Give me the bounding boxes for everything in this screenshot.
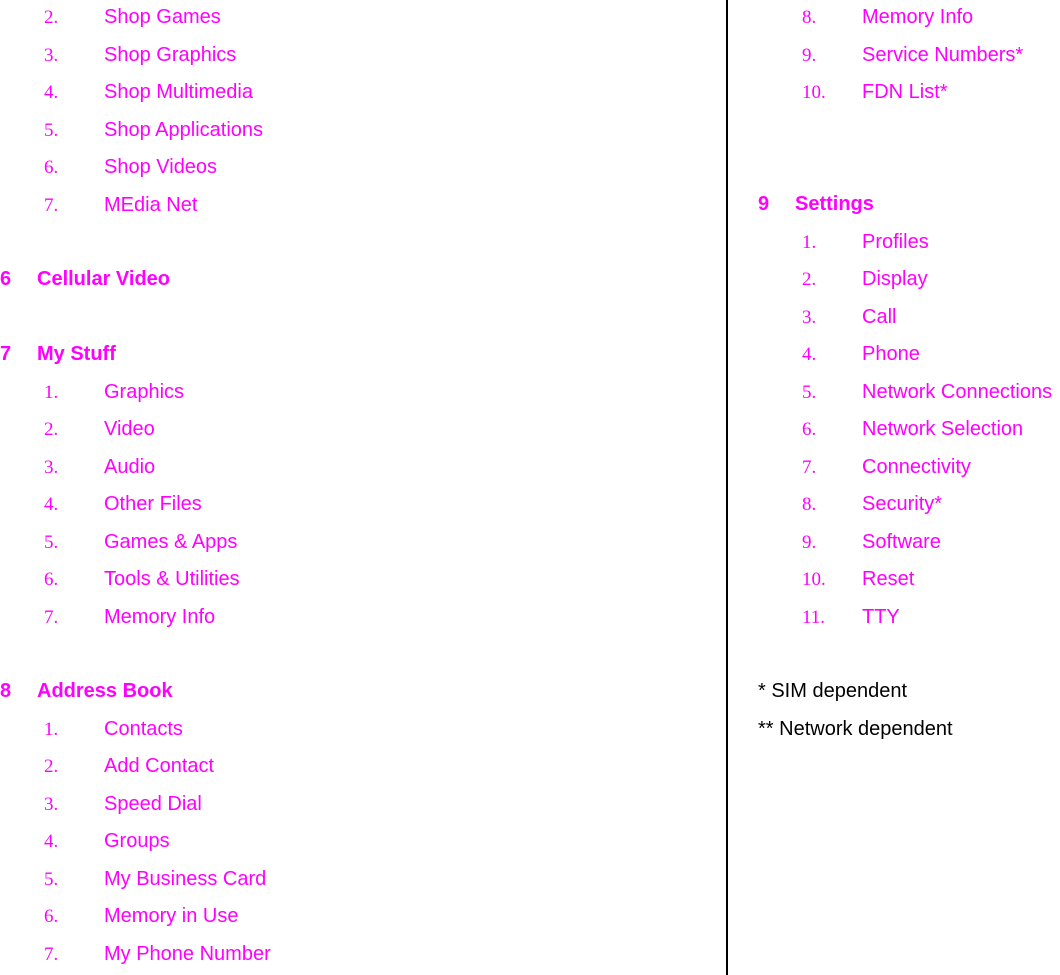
- item-label: My Business Card: [104, 867, 267, 890]
- item-number: 8.: [802, 7, 817, 28]
- item-label: Audio: [104, 455, 156, 478]
- item-label: Shop Multimedia: [104, 81, 253, 103]
- item-number: 6.: [44, 569, 59, 590]
- item-number: 1.: [802, 231, 817, 253]
- item-label: Speed Dial: [104, 792, 202, 815]
- item-label: Security*: [862, 493, 943, 515]
- item-label: Service Numbers*: [862, 43, 1024, 66]
- section-number: 7: [0, 343, 12, 365]
- item-label: Memory Info: [862, 6, 974, 28]
- item-number: 4.: [44, 831, 59, 852]
- item-number: 3.: [44, 44, 59, 66]
- item-number: 5.: [44, 531, 59, 553]
- item-label: Memory in Use: [104, 905, 239, 927]
- item-number: 4.: [44, 494, 59, 515]
- item-number: 6.: [802, 419, 817, 440]
- item-number: 1.: [44, 718, 59, 740]
- sim-dependent-note: * SIM dependent: [758, 680, 907, 702]
- section-title: Cellular Video: [37, 268, 171, 290]
- item-label: Software: [862, 530, 941, 553]
- item-number: 7.: [44, 606, 59, 628]
- item-number: 7.: [802, 456, 817, 478]
- item-label: Reset: [862, 568, 915, 590]
- item-label: Games & Apps: [104, 530, 238, 553]
- item-label: Profiles: [862, 230, 929, 253]
- item-number: 2.: [802, 269, 817, 290]
- item-number: 7.: [44, 943, 59, 965]
- item-number: 8.: [802, 494, 817, 515]
- item-label: Graphics: [104, 380, 185, 403]
- item-number: 3.: [44, 456, 59, 478]
- item-number: 2.: [44, 756, 59, 777]
- item-label: Groups: [104, 830, 170, 852]
- item-label: Tools & Utilities: [104, 568, 240, 590]
- item-number: 4.: [802, 344, 817, 365]
- section-title: Address Book: [37, 680, 173, 702]
- item-number: 6.: [44, 906, 59, 927]
- item-label: MEdia Net: [104, 193, 198, 216]
- section-title: My Stuff: [37, 343, 116, 365]
- item-label: Connectivity: [862, 455, 971, 478]
- item-number: 9.: [802, 531, 817, 553]
- item-label: Shop Games: [104, 6, 221, 28]
- item-number: 10.: [802, 569, 826, 590]
- item-label: Network Selection: [862, 418, 1024, 440]
- section-number: 8: [0, 680, 12, 702]
- section-title: Settings: [795, 193, 874, 215]
- item-number: 3.: [802, 306, 817, 328]
- item-number: 9.: [802, 44, 817, 66]
- network-dependent-note: ** Network dependent: [758, 718, 953, 740]
- item-label: My Phone Number: [104, 942, 271, 965]
- item-label: Contacts: [104, 717, 183, 740]
- item-number: 3.: [44, 793, 59, 815]
- item-label: Network Connections: [862, 380, 1053, 403]
- column-divider: [726, 0, 728, 975]
- item-number: 10.: [802, 82, 826, 103]
- item-label: Shop Graphics: [104, 43, 237, 66]
- item-number: 2.: [44, 7, 59, 28]
- item-number: 2.: [44, 419, 59, 440]
- item-label: Phone: [862, 343, 920, 365]
- item-label: Call: [862, 305, 897, 328]
- item-label: Display: [862, 268, 928, 290]
- item-number: 7.: [44, 194, 59, 216]
- item-label: FDN List*: [862, 81, 948, 103]
- item-label: Shop Applications: [104, 118, 264, 141]
- section-number: 9: [758, 193, 770, 215]
- item-label: Shop Videos: [104, 156, 218, 178]
- item-number: 5.: [44, 119, 59, 141]
- item-number: 5.: [44, 868, 59, 890]
- item-number: 5.: [802, 381, 817, 403]
- item-label: Other Files: [104, 493, 202, 515]
- section-number: 6: [0, 268, 12, 290]
- item-label: Video: [104, 418, 155, 440]
- item-number: 4.: [44, 82, 59, 103]
- item-label: TTY: [862, 605, 900, 628]
- item-number: 6.: [44, 157, 59, 178]
- item-label: Add Contact: [104, 755, 215, 777]
- item-number: 1.: [44, 381, 59, 403]
- item-number: 11.: [802, 606, 826, 628]
- item-label: Memory Info: [104, 605, 216, 628]
